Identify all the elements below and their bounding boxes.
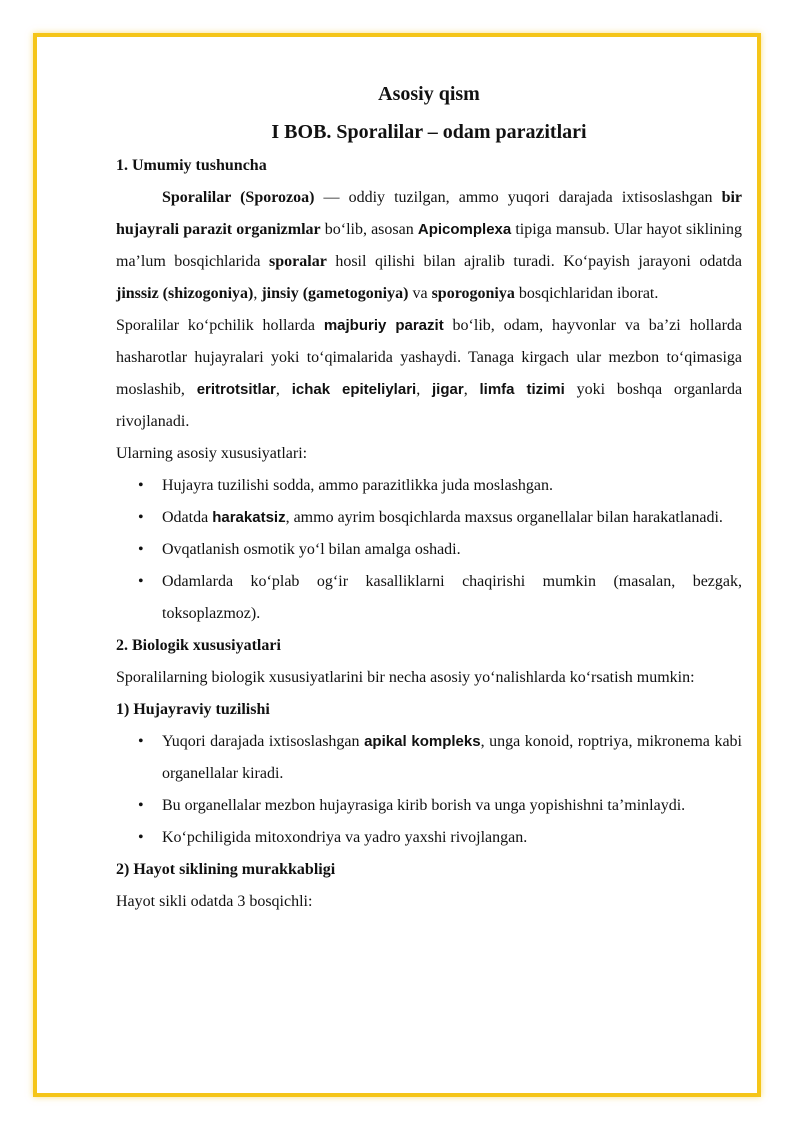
subsection-heading: 2) Hayot siklining murakkabligi [116,861,336,878]
bold-text: majburiy parazit [323,317,444,334]
bold-text: Apicomplexa [417,221,512,238]
list-item [116,534,742,566]
text-run: Hujayra tuzilishi sodda, ammo parazitlikka juda moslashgan. [162,477,554,494]
list-item [116,726,742,790]
paragraph: Hayot sikli odatda 3 bosqichli: [116,893,313,910]
bold-text: sporalar [269,253,327,270]
bold-text: jigar [432,381,464,398]
bold-text: limfa tizimi [479,381,565,398]
text-run: tipiga mansub. Ular hayot siklining ma’lum bosqichlarida [116,221,742,270]
text-run: va [408,285,432,302]
document-body [116,72,742,918]
bold-text: harakatsiz [212,509,286,526]
bold-text: Sporalilar (Sporozoa) [162,189,315,206]
text-run: yoki boshqa organlarda rivojlanadi. [116,381,743,430]
text-run: Ko‘pchiligida mitoxondriya va yadro yaxshi rivojlangan. [162,829,528,846]
text-run: , ammo ayrim bosqichlarda maxsus organellalar bilan harakatlanadi. [285,509,723,526]
list-item [116,470,742,502]
section-heading: 2. Biologik xususiyatlari [116,637,281,654]
section-heading: 1. Umumiy tushuncha [116,157,267,174]
paragraph: Ularning asosiy xususiyatlari: [116,445,308,462]
bold-text: jinsiy (gametogoniya) [261,285,409,302]
paragraph: Sporalilarning biologik xususiyatlarini bir necha asosiy yo‘nalishlarda ko‘rsatish mumkin: [116,669,695,686]
bold-text: bir hujayrali parazit organizmlar [116,189,743,238]
paragraph [116,310,742,438]
text-run: Odatda [162,509,213,526]
text-run: hosil qilishi bilan ajralib turadi. Ko‘payish jarayoni odatda [326,253,743,270]
text-run: Odamlarda ko‘plab og‘ir kasalliklarni chaqirishi mumkin (masalan, bezgak, toksoplazmoz). [162,573,742,622]
bold-text: jinssiz (shizogoniya) [116,285,254,302]
page-title: Asosiy qism [378,83,480,105]
list-item [116,822,742,854]
text-run: bo‘lib, odam, hayvonlar va ba’zi hollarda hasharotlar hujayralari yoki to‘qimalarida yashaydi. Tanaga kirgach ular mezbon to‘qimasiga moslashib, [116,317,742,398]
bold-text: apikal kompleks [364,733,481,750]
bold-text: ichak epiteliylari [291,381,417,398]
text-run: Ovqatlanish osmotik yo‘l bilan amalga oshadi. [162,541,461,558]
subsection-heading: 1) Hujayraviy tuzilishi [116,701,270,718]
list-item [116,566,742,630]
text-run: — oddiy tuzilgan, ammo yuqori darajada ixtisoslashgan [314,189,722,206]
text-run: , [253,285,262,302]
bullet-list [116,470,742,630]
bold-text: eritrotsitlar [196,381,276,398]
text-run: bosqichlaridan iborat. [514,285,659,302]
chapter-title: I BOB. Sporalilar – odam parazitlari [271,121,587,143]
text-run: , [416,381,432,398]
list-item [116,790,742,822]
text-run: Yuqori darajada ixtisoslashgan [162,733,365,750]
text-run: Sporalilar ko‘pchilik hollarda [116,317,324,334]
text-run: , unga konoid, roptriya, mikronema kabi organellalar kiradi. [162,733,742,782]
paragraph [116,182,742,310]
text-run: Bu organellalar mezbon hujayrasiga kirib borish va unga yopishishni ta’minlaydi. [162,797,686,814]
text-run: , [463,381,480,398]
text-run: , [275,381,292,398]
bold-text: sporogoniya [431,285,515,302]
bullet-list [116,726,742,854]
list-item [116,502,742,534]
text-run: bo‘lib, asosan [320,221,418,238]
